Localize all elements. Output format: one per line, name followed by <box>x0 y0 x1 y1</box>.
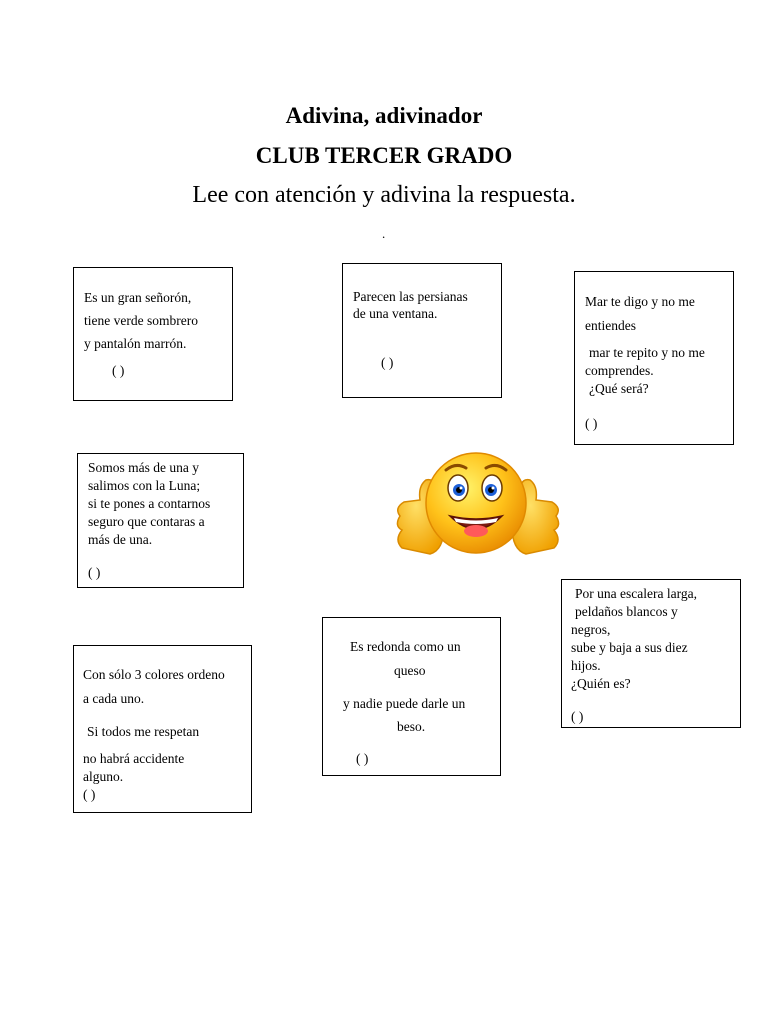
answer-blank[interactable]: ( ) <box>381 355 394 370</box>
riddle-line: de una ventana. <box>353 306 438 321</box>
riddle-line: tiene verde sombrero <box>84 313 198 328</box>
answer-blank[interactable]: ( ) <box>83 787 96 802</box>
riddle-line: Es redonda como un <box>350 639 461 654</box>
page-subtitle: CLUB TERCER GRADO <box>255 143 513 168</box>
riddle-line: Por una escalera larga, <box>575 586 697 601</box>
answer-blank[interactable]: ( ) <box>571 709 584 724</box>
riddle-line: Si todos me respetan <box>87 724 200 739</box>
riddle-box-6 <box>322 617 501 776</box>
riddle-line: comprendes. <box>585 363 654 378</box>
riddle-line: alguno. <box>83 769 124 784</box>
smiley-thumbs-up-icon <box>388 448 568 578</box>
riddle-line: mar te repito y no me <box>589 345 705 360</box>
riddle-box-1 <box>73 267 233 401</box>
riddle-line: y pantalón marrón. <box>84 336 187 351</box>
riddle-line: salimos con la Luna; <box>88 478 201 493</box>
riddle-box-4 <box>77 453 244 588</box>
answer-blank[interactable]: ( ) <box>112 363 125 378</box>
riddle-line: beso. <box>397 719 426 734</box>
riddle-line: ¿Quién es? <box>571 676 631 691</box>
riddle-line: y nadie puede darle un <box>343 696 466 711</box>
dot-mark: . <box>382 226 386 241</box>
riddle-line: si te pones a contarnos <box>88 496 211 511</box>
riddle-line: Parecen las persianas <box>353 289 468 304</box>
instruction: Lee con atención y adivina la respuesta. <box>192 182 576 208</box>
riddle-box-7 <box>73 645 252 813</box>
answer-blank[interactable]: ( ) <box>88 565 101 580</box>
riddle-line: seguro que contaras a <box>88 514 205 529</box>
riddle-line: queso <box>394 663 426 678</box>
answer-blank[interactable]: ( ) <box>585 416 598 431</box>
riddle-line: a cada uno. <box>83 691 145 706</box>
riddle-line: más de una. <box>88 532 153 547</box>
riddle-line: sube y baja a sus diez <box>571 640 688 655</box>
riddle-box-5 <box>561 579 741 728</box>
riddle-line: Es un gran señorón, <box>84 290 192 305</box>
riddle-line: peldaños blancos y <box>575 604 678 619</box>
riddle-box-2 <box>342 263 502 398</box>
riddle-line: entiendes <box>585 318 636 333</box>
riddle-line: Con sólo 3 colores ordeno <box>83 667 225 682</box>
page-title: Adivina, adivinador <box>285 103 483 128</box>
answer-blank[interactable]: ( ) <box>356 751 369 766</box>
riddle-line: hijos. <box>571 658 601 673</box>
riddle-box-3 <box>574 271 734 445</box>
riddle-line: no habrá accidente <box>83 751 185 766</box>
riddle-line: ¿Qué será? <box>589 381 649 396</box>
riddle-line: Mar te digo y no me <box>585 294 695 309</box>
riddle-line: Somos más de una y <box>88 460 199 475</box>
riddle-line: negros, <box>571 622 611 637</box>
